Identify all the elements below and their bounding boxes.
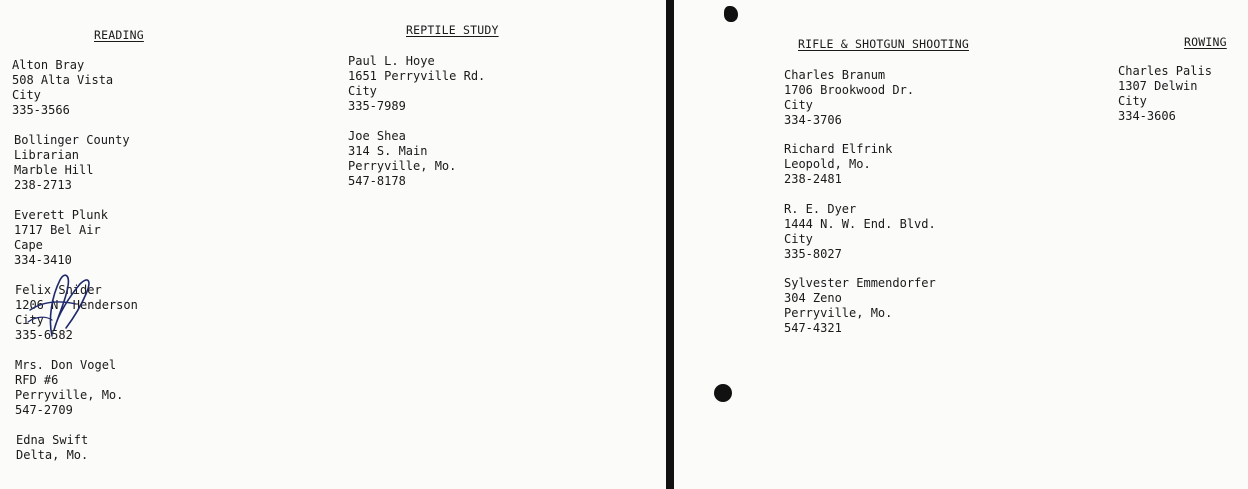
contact-name: Charles Palis (1118, 64, 1212, 78)
contact-city: City (12, 88, 41, 102)
contact-phone: 334-3410 (14, 253, 72, 267)
contact-name: Bollinger County (14, 133, 130, 147)
contact-city: Perryville, Mo. (15, 388, 124, 402)
contact-address: 1444 N. W. End. Blvd. (784, 217, 936, 231)
contact-name: Mrs. Don Vogel (15, 358, 117, 372)
contact-entry-richard-elfrink (784, 142, 892, 187)
contact-city: City (15, 313, 44, 327)
contact-name: R. E. Dyer (784, 202, 857, 216)
contact-address: 1206 N. Henderson (15, 298, 138, 312)
contact-name: Alton Bray (12, 58, 85, 72)
contact-city: City (784, 232, 813, 246)
contact-phone: 547-2709 (15, 403, 73, 417)
contact-title: Librarian (14, 148, 80, 162)
contact-entry-sylvester-emmendorfer (784, 276, 936, 336)
contact-entry-don-vogel (15, 358, 123, 418)
contact-city: City (784, 98, 813, 112)
contact-phone: 334-3706 (784, 113, 842, 127)
contact-name: Edna Swift (16, 433, 89, 447)
contact-address: 1706 Brookwood Dr. (784, 83, 915, 97)
contact-entry-charles-palis (1118, 64, 1212, 124)
contact-address: 508 Alta Vista (12, 73, 114, 87)
contact-address: RFD #6 (15, 373, 59, 387)
contact-entry-alton-bray (12, 58, 113, 118)
contact-name: Felix Snider (15, 283, 102, 297)
section-heading-reptile-study: REPTILE STUDY (406, 23, 499, 37)
contact-phone: 334-3606 (1118, 109, 1176, 123)
contact-phone: 238-2713 (14, 178, 72, 192)
contact-address: 1307 Delwin (1118, 79, 1198, 93)
contact-name: Everett Plunk (14, 208, 108, 222)
section-heading-rifle-shotgun: RIFLE & SHOTGUN SHOOTING (798, 37, 969, 51)
contact-entry-everett-plunk (14, 208, 108, 268)
contact-phone: 547-8178 (348, 174, 406, 188)
contact-city: Delta, Mo. (16, 448, 89, 462)
punch-hole (714, 384, 732, 402)
contact-name: Charles Branum (784, 68, 886, 82)
punch-hole (724, 6, 738, 22)
contact-entry-bollinger-county (14, 133, 130, 193)
contact-name: Sylvester Emmendorfer (784, 276, 936, 290)
right-page (674, 0, 1248, 489)
contact-entry-edna-swift (16, 433, 88, 463)
contact-name: Joe Shea (348, 129, 406, 143)
contact-city: City (348, 84, 377, 98)
page-divider (666, 0, 674, 489)
contact-city: City (1118, 94, 1147, 108)
contact-address: 314 S. Main (348, 144, 428, 158)
contact-phone: 335-6582 (15, 328, 73, 342)
contact-name: Richard Elfrink (784, 142, 893, 156)
section-heading-rowing: ROWING (1184, 35, 1227, 49)
contact-city: Cape (14, 238, 43, 252)
contact-city: Marble Hill (14, 163, 94, 177)
contact-phone: 335-8027 (784, 247, 842, 261)
contact-name: Paul L. Hoye (348, 54, 435, 68)
contact-phone: 335-7989 (348, 99, 406, 113)
contact-city: Perryville, Mo. (348, 159, 457, 173)
contact-entry-joe-shea (348, 129, 456, 189)
contact-entry-paul-hoye (348, 54, 485, 114)
contact-phone: 335-3566 (12, 103, 70, 117)
contact-city: Perryville, Mo. (784, 306, 893, 320)
contact-entry-re-dyer (784, 202, 936, 262)
contact-city: Leopold, Mo. (784, 157, 871, 171)
contact-address: 304 Zeno (784, 291, 842, 305)
contact-phone: 547-4321 (784, 321, 842, 335)
contact-address: 1651 Perryville Rd. (348, 69, 486, 83)
contact-entry-charles-branum (784, 68, 914, 128)
contact-phone: 238-2481 (784, 172, 842, 186)
handwritten-signature (22, 266, 100, 344)
contact-address: 1717 Bel Air (14, 223, 101, 237)
section-heading-reading: READING (94, 28, 144, 42)
